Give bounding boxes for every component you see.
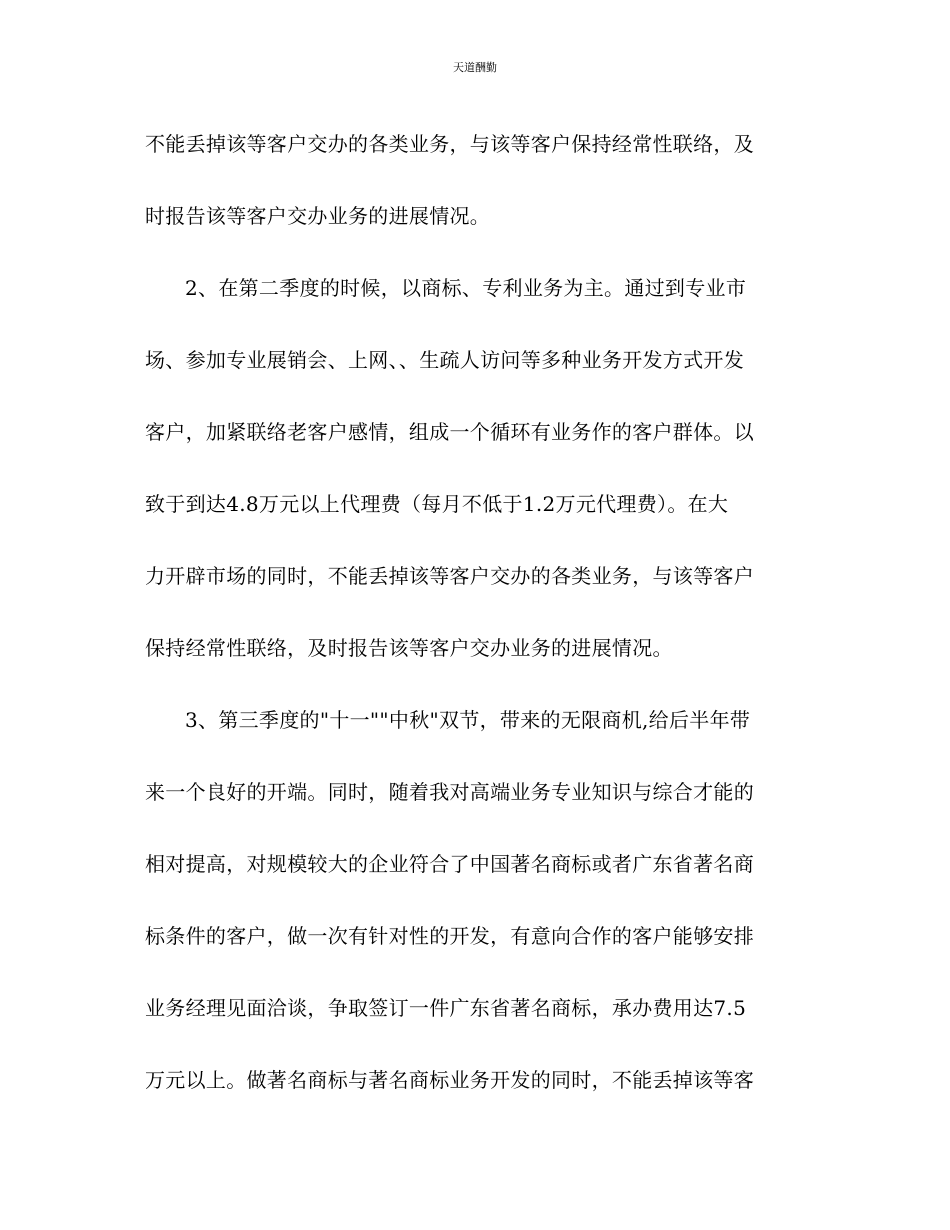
text-line: 客户，加紧联络老客户感情，组成一个循环有业务作的客户群体。以	[145, 420, 754, 444]
text-line: 场、参加专业展销会、上网、、生疏人访问等多种业务开发方式开发	[145, 348, 744, 372]
text-line: 时报告该等客户交办业务的进展情况。	[145, 204, 491, 228]
text-line: 保持经常性联络，及时报告该等客户交办业务的进展情况。	[145, 636, 673, 660]
document-body	[145, 117, 805, 1125]
paragraph-start-line: 2、在第二季度的时候，以商标、专利业务为主。通过到专业市	[185, 276, 747, 300]
text-line: 业务经理见面洽谈，争取签订一件广东省著名商标，承办费用达7.5	[145, 996, 747, 1020]
paragraph-start-line: 3、第三季度的"十一""中秋"双节，带来的无限商机,给后半年带	[185, 708, 751, 732]
text-line: 致于到达4.8万元以上代理费（每月不低于1.2万元代理费）。在大	[145, 492, 729, 516]
text-line: 力开辟市场的同时，不能丢掉该等客户交办的各类业务，与该等客户	[145, 564, 754, 588]
text-line: 不能丢掉该等客户交办的各类业务，与该等客户保持经常性联络，及	[145, 132, 754, 156]
text-line: 万元以上。做著名商标与著名商标业务开发的同时，不能丢掉该等客	[145, 1068, 754, 1092]
page-header: 天道酬勤	[453, 61, 497, 74]
text-line: 相对提高，对规模较大的企业符合了中国著名商标或者广东省著名商	[145, 852, 754, 876]
text-line: 来一个良好的开端。同时，随着我对高端业务专业知识与综合才能的	[145, 780, 754, 804]
text-line: 标条件的客户，做一次有针对性的开发，有意向合作的客户能够安排	[145, 924, 754, 948]
